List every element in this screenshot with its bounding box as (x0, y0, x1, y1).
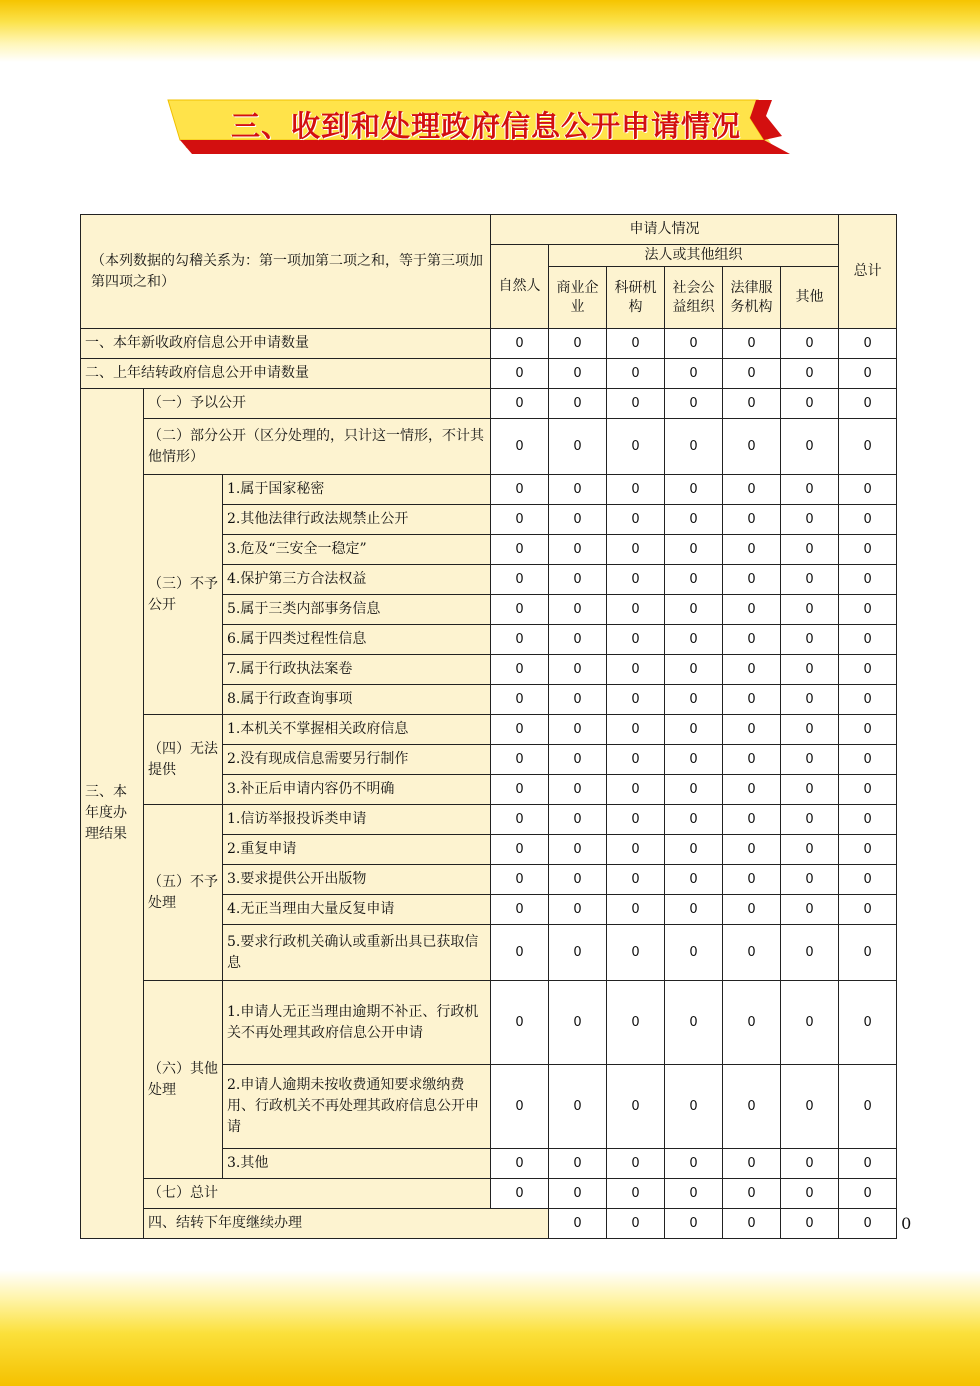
value-cell: 0 (549, 835, 607, 865)
value-cell: 0 (665, 625, 723, 655)
value-cell: 0 (549, 475, 607, 505)
value-cell: 0 (607, 595, 665, 625)
value-cell: 0 (607, 775, 665, 805)
row-label: 四、结转下年度继续办理 (144, 1209, 549, 1239)
item-label: 2.没有现成信息需要另行制作 (223, 745, 491, 775)
value-cell: 0 (491, 981, 549, 1065)
value-cell: 0 (839, 835, 897, 865)
table-row (81, 419, 897, 475)
value-cell: 0 (549, 505, 607, 535)
value-cell: 0 (549, 775, 607, 805)
value-cell: 0 (781, 475, 839, 505)
value-cell: 0 (491, 655, 549, 685)
value-cell: 0 (839, 715, 897, 745)
table-row (81, 329, 897, 359)
row-label: 二、上年结转政府信息公开申请数量 (81, 359, 491, 389)
value-cell: 0 (839, 505, 897, 535)
table-row (81, 389, 897, 419)
value-cell: 0 (665, 535, 723, 565)
value-cell: 0 (549, 655, 607, 685)
value-cell: 0 (549, 359, 607, 389)
value-cell: 0 (723, 535, 781, 565)
value-cell: 0 (549, 981, 607, 1065)
value-cell: 0 (723, 475, 781, 505)
value-cell: 0 (607, 805, 665, 835)
value-cell: 0 (607, 685, 665, 715)
value-cell: 0 (549, 685, 607, 715)
value-cell: 0 (839, 595, 897, 625)
value-cell: 0 (839, 865, 897, 895)
value-cell: 0 (839, 745, 897, 775)
value-cell: 0 (839, 685, 897, 715)
table-row (81, 981, 897, 1065)
value-cell: 0 (839, 655, 897, 685)
value-cell: 0 (839, 389, 897, 419)
value-cell: 0 (723, 359, 781, 389)
value-cell: 0 (665, 595, 723, 625)
value-cell: 0 (781, 1149, 839, 1179)
value-cell: 0 (607, 625, 665, 655)
value-cell: 0 (839, 1065, 897, 1149)
value-cell: 0 (607, 1065, 665, 1149)
value-cell: 0 (491, 535, 549, 565)
value-cell: 0 (665, 685, 723, 715)
value-cell: 0 (549, 865, 607, 895)
value-cell: 0 (549, 1149, 607, 1179)
value-cell: 0 (723, 865, 781, 895)
value-cell: 0 (781, 775, 839, 805)
value-cell: 0 (607, 1179, 665, 1209)
statistics-table (80, 214, 912, 1239)
table-row (81, 1179, 897, 1209)
value-cell: 0 (607, 835, 665, 865)
value-cell: 0 (665, 655, 723, 685)
value-cell: 0 (607, 389, 665, 419)
value-cell: 0 (549, 1065, 607, 1149)
value-cell: 0 (549, 389, 607, 419)
value-cell: 0 (549, 565, 607, 595)
value-cell: 0 (839, 329, 897, 359)
item-label: 1.申请人无正当理由逾期不补正、行政机关不再处理其政府信息公开申请 (223, 981, 491, 1065)
value-cell: 0 (607, 745, 665, 775)
item-label: 3.危及“三安全一稳定” (223, 535, 491, 565)
item-label: 2.重复申请 (223, 835, 491, 865)
item-label: 5.要求行政机关确认或重新出具已获取信息 (223, 925, 491, 981)
value-cell: 0 (549, 1209, 607, 1239)
value-cell: 0 (607, 475, 665, 505)
value-cell: 0 (781, 835, 839, 865)
group-4-label: （四）无法提供 (144, 715, 223, 805)
value-cell: 0 (491, 805, 549, 835)
item-label: 1.信访举报投诉类申请 (223, 805, 491, 835)
value-cell: 0 (665, 389, 723, 419)
value-cell: 0 (491, 925, 549, 981)
value-cell: 0 (781, 1065, 839, 1149)
table-row: 四、结转下年度继续办理 0 0 0 0 0 0 0 (81, 1209, 897, 1239)
header-public-org: 社会公益组织 (665, 267, 723, 329)
value-cell: 0 (839, 359, 897, 389)
value-cell: 0 (607, 865, 665, 895)
value-cell: 0 (781, 925, 839, 981)
section-3-label: 三、本年度办理结果 (81, 389, 144, 1239)
value-cell: 0 (665, 745, 723, 775)
value-cell: 0 (491, 835, 549, 865)
value-cell: 0 (549, 745, 607, 775)
value-cell: 0 (839, 625, 897, 655)
value-cell: 0 (781, 1179, 839, 1209)
value-cell: 0 (723, 595, 781, 625)
value-cell: 0 (839, 805, 897, 835)
value-cell: 0 (665, 419, 723, 475)
value-cell: 0 (607, 535, 665, 565)
value-cell: 0 (839, 981, 897, 1065)
value-cell: 0 (491, 505, 549, 535)
header-legal-service: 法律服务机构 (723, 267, 781, 329)
value-cell: 0 (839, 895, 897, 925)
value-cell: 0 (839, 1149, 897, 1179)
value-cell: 0 (665, 1179, 723, 1209)
table-row (81, 805, 897, 835)
value-cell: 0 (781, 745, 839, 775)
item-label: 4.保护第三方合法权益 (223, 565, 491, 595)
value-cell: 0 (781, 329, 839, 359)
value-cell: 0 (781, 625, 839, 655)
value-cell: 0 (607, 1209, 665, 1239)
value-cell: 0 (607, 1149, 665, 1179)
value-cell: 0 (723, 419, 781, 475)
value-cell: 0 (781, 535, 839, 565)
value-cell: 0 (665, 1209, 723, 1239)
value-cell: 0 (723, 775, 781, 805)
value-cell: 0 (491, 715, 549, 745)
value-cell: 0 (607, 329, 665, 359)
value-cell: 0 (549, 595, 607, 625)
page-title: 三、收到和处理政府信息公开申请情况 (230, 109, 741, 143)
header-natural-person: 自然人 (491, 245, 549, 329)
value-cell: 0 (723, 1149, 781, 1179)
value-cell: 0 (549, 329, 607, 359)
value-cell: 0 (781, 805, 839, 835)
value-cell: 0 (781, 685, 839, 715)
value-cell: 0 (665, 475, 723, 505)
value-cell: 0 (781, 655, 839, 685)
row-label: （七）总计 (144, 1179, 491, 1209)
table-row (81, 715, 897, 745)
value-cell: 0 (491, 1149, 549, 1179)
value-cell: 0 (491, 595, 549, 625)
header-research: 科研机构 (607, 267, 665, 329)
header-other: 其他 (781, 267, 839, 329)
value-cell: 0 (607, 895, 665, 925)
item-label: 2.其他法律行政法规禁止公开 (223, 505, 491, 535)
table-row (81, 475, 897, 505)
item-label: 7.属于行政执法案卷 (223, 655, 491, 685)
header-total: 总计 (839, 215, 897, 329)
value-cell: 0 (549, 895, 607, 925)
value-cell: 0 (723, 835, 781, 865)
value-cell: 0 (549, 535, 607, 565)
value-cell: 0 (723, 1209, 781, 1239)
value-cell: 0 (491, 775, 549, 805)
top-gold-band (0, 0, 980, 62)
value-cell: 0 (607, 655, 665, 685)
item-label: 3.补正后申请内容仍不明确 (223, 775, 491, 805)
value-cell: 0 (665, 865, 723, 895)
value-cell: 0 (491, 389, 549, 419)
item-label: 5.属于三类内部事务信息 (223, 595, 491, 625)
value-cell: 0 (665, 775, 723, 805)
value-cell: 0 (607, 359, 665, 389)
item-label: 6.属于四类过程性信息 (223, 625, 491, 655)
value-cell: 0 (723, 805, 781, 835)
value-cell: 0 (781, 389, 839, 419)
value-cell: 0 (491, 1179, 549, 1209)
value-cell: 0 (665, 895, 723, 925)
value-cell: 0 (723, 685, 781, 715)
value-cell: 0 (723, 715, 781, 745)
value-cell: 0 (665, 565, 723, 595)
value-cell: 0 (723, 625, 781, 655)
value-cell: 0 (491, 625, 549, 655)
value-cell: 0 (723, 329, 781, 359)
value-cell: 0 (723, 981, 781, 1065)
value-cell: 0 (723, 655, 781, 685)
value-cell: 0 (723, 389, 781, 419)
row-label: 一、本年新收政府信息公开申请数量 (81, 329, 491, 359)
value-cell: 0 (839, 475, 897, 505)
value-cell: 0 (723, 895, 781, 925)
value-cell: 0 (665, 359, 723, 389)
value-cell: 0 (839, 419, 897, 475)
value-cell: 0 (839, 1179, 897, 1209)
item-label: 1.本机关不掌握相关政府信息 (223, 715, 491, 745)
item-label: 3.其他 (223, 1149, 491, 1179)
value-cell: 0 (723, 745, 781, 775)
value-cell: 0 (665, 981, 723, 1065)
value-cell: 0 (549, 715, 607, 745)
value-cell: 0 (607, 565, 665, 595)
value-cell: 0 (781, 419, 839, 475)
value-cell: 0 (781, 895, 839, 925)
value-cell: 0 (549, 925, 607, 981)
value-cell: 0 (491, 1065, 549, 1149)
value-cell: 0 (839, 565, 897, 595)
value-cell: 0 (665, 805, 723, 835)
group-6-label: （六）其他处理 (144, 981, 223, 1179)
row-label: （一）予以公开 (144, 389, 491, 419)
value-cell: 0 (665, 1065, 723, 1149)
value-cell: 0 (781, 565, 839, 595)
value-cell: 0 (607, 925, 665, 981)
value-cell: 0 (665, 715, 723, 745)
value-cell: 0 (665, 925, 723, 981)
value-cell: 0 (549, 625, 607, 655)
value-cell: 0 (723, 925, 781, 981)
value-cell: 0 (491, 419, 549, 475)
title-banner (160, 96, 800, 160)
item-label: 1.属于国家秘密 (223, 475, 491, 505)
value-cell: 0 (491, 359, 549, 389)
value-cell: 0 (665, 1149, 723, 1179)
value-cell: 0 (607, 505, 665, 535)
table-row (81, 359, 897, 389)
value-cell: 0 (723, 505, 781, 535)
value-cell: 0 (491, 895, 549, 925)
group-5-label: （五）不予处理 (144, 805, 223, 981)
value-cell: 0 (781, 359, 839, 389)
header-business: 商业企业 (549, 267, 607, 329)
header-applicant-group: 申请人情况 (491, 215, 839, 245)
value-cell: 0 (723, 1065, 781, 1149)
item-label: 3.要求提供公开出版物 (223, 865, 491, 895)
value-cell: 0 (839, 925, 897, 981)
value-cell: 0 (607, 715, 665, 745)
item-label: 2.申请人逾期未按收费通知要求缴纳费用、行政机关不再处理其政府信息公开申请 (223, 1065, 491, 1149)
value-cell: 0 (781, 595, 839, 625)
value-cell: 0 (781, 715, 839, 745)
value-cell: 0 (491, 329, 549, 359)
value-cell: 0 (839, 535, 897, 565)
value-cell: 0 (665, 505, 723, 535)
value-cell: 0 (491, 565, 549, 595)
header-note: （本列数据的勾稽关系为：第一项加第二项之和，等于第三项加第四项之和） (81, 215, 491, 329)
value-cell: 0 (781, 865, 839, 895)
value-cell: 0 (839, 775, 897, 805)
value-cell: 0 (491, 685, 549, 715)
value-cell: 0 (549, 805, 607, 835)
value-cell: 0 (665, 329, 723, 359)
value-cell: 0 (781, 981, 839, 1065)
value-cell: 0 (549, 1179, 607, 1209)
value-cell: 0 (607, 981, 665, 1065)
value-cell: 0 (723, 1179, 781, 1209)
value-cell: 0 (839, 1209, 897, 1239)
value-cell: 0 (723, 565, 781, 595)
group-3-label: （三）不予公开 (144, 475, 223, 715)
value-cell: 0 (607, 419, 665, 475)
value-cell: 0 (491, 745, 549, 775)
row-label: （二）部分公开（区分处理的，只计这一情形，不计其他情形） (144, 419, 491, 475)
value-cell: 0 (491, 865, 549, 895)
value-cell: 0 (549, 419, 607, 475)
bottom-gold-band (0, 1270, 980, 1386)
item-label: 8.属于行政查询事项 (223, 685, 491, 715)
item-label: 4.无正当理由大量反复申请 (223, 895, 491, 925)
value-cell: 0 (491, 475, 549, 505)
header-legal-group: 法人或其他组织 (549, 245, 839, 267)
value-cell: 0 (781, 1209, 839, 1239)
value-cell: 0 (665, 835, 723, 865)
value-cell: 0 (781, 505, 839, 535)
